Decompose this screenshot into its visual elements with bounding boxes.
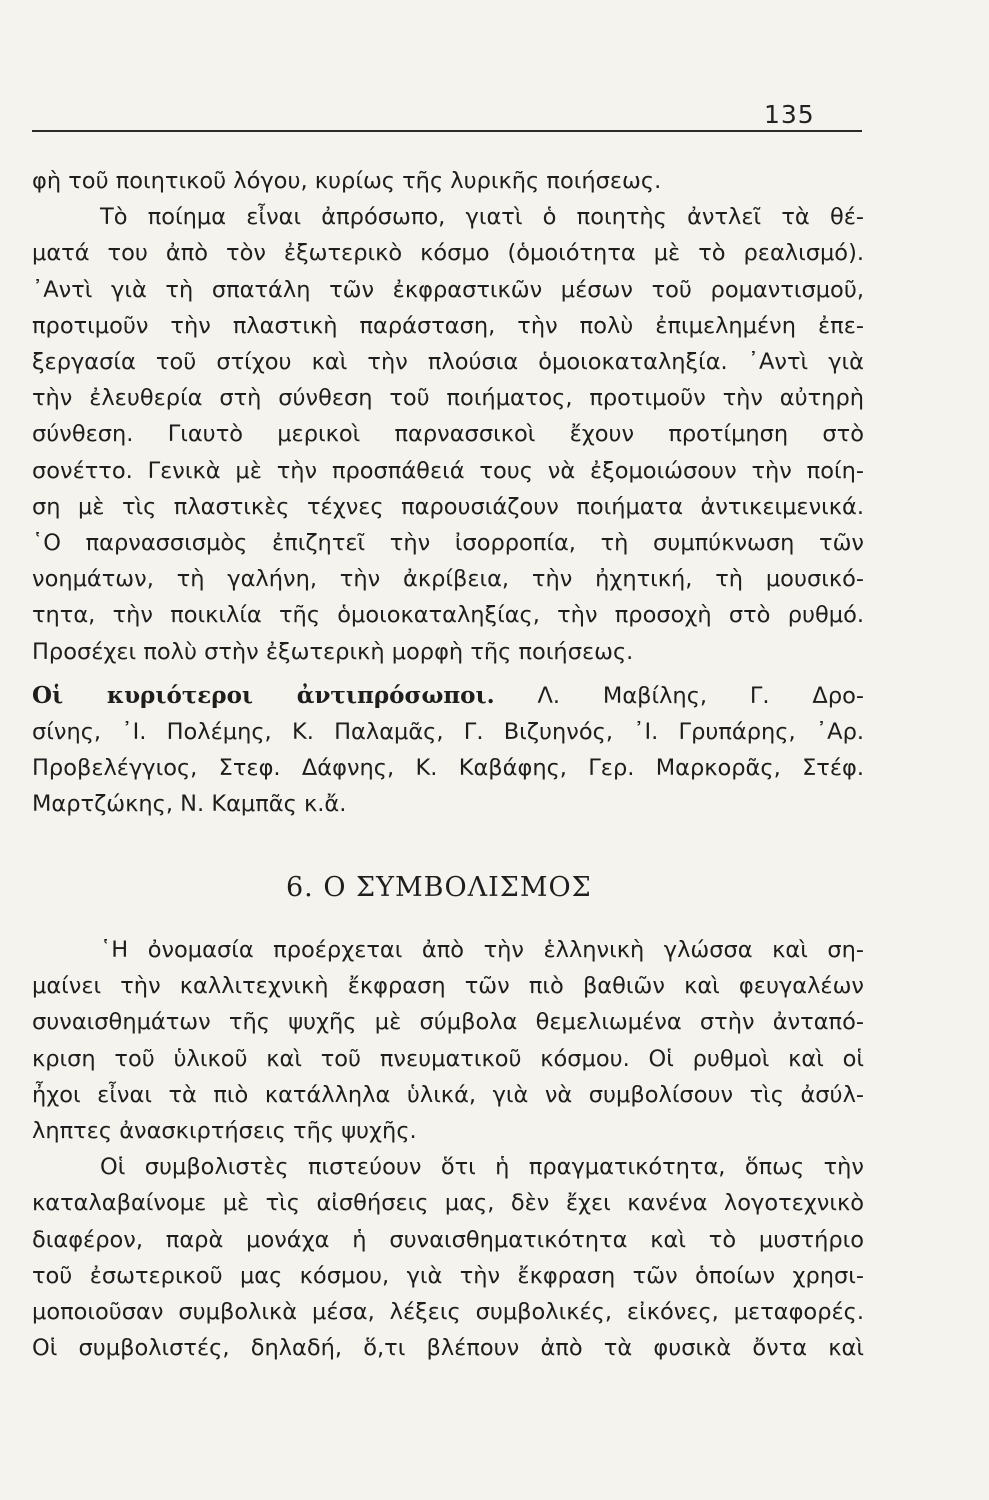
text-line: ξεργασία τοῦ στίχου καὶ τὴν πλούσια ὁμοιοκαταληξία. ᾿Αντὶ γιὰ xyxy=(32,349,864,376)
text-line: Προβελέγγιος, Στεφ. Δάφνης, Κ. Καβάφης, Γερ. Μαρκορᾶς, Στέφ. xyxy=(32,755,864,782)
text-line: Οἱ συμβολιστὲς πιστεύουν ὅτι ἡ πραγματικότητα, ὅπως τὴν xyxy=(100,1154,864,1181)
text-line: Μαρτζώκης, Ν. Καμπᾶς κ.ἄ. xyxy=(32,791,347,818)
text-line: προτιμοῦν τὴν πλαστικὴ παράσταση, τὴν πολὺ ἐπιμελημένη ἐπε- xyxy=(32,312,864,339)
text-line: κριση τοῦ ὑλικοῦ καὶ τοῦ πνευματικοῦ κόσμου. Οἱ ρυθμοὶ καὶ οἱ xyxy=(32,1045,864,1072)
text-line: ματά του ἀπὸ τὸν ἐξωτερικὸ κόσμο (ὁμοιότητα μὲ τὸ ρεαλισμό). xyxy=(32,240,864,267)
text-line: ᾿Αντὶ γιὰ τὴ σπατάλη τῶν ἐκφραστικῶν μέσων τοῦ ρομαντισμοῦ, xyxy=(32,276,864,303)
symbolism-text xyxy=(32,932,864,1366)
text-line: μοποιοῦσαν συμβολικὰ μέσα, λέξεις συμβολικές, εἰκόνες, μεταφορές. xyxy=(32,1299,864,1326)
text-line: ῾Η ὀνομασία προέρχεται ἀπὸ τὴν ἑλληνικὴ γλώσσα καὶ ση- xyxy=(100,937,864,963)
text-line: Προσέχει πολὺ στὴν ἐξωτερικὴ μορφὴ τῆς ποιήσεως. xyxy=(32,638,634,665)
text-line: τὴν ἐλευθερία στὴ σύνθεση τοῦ ποιήματος, προτιμοῦν τὴν αὐτηρὴ xyxy=(32,385,864,412)
text-line: Οἱ συμβολιστές, δηλαδή, ὅ,τι βλέπουν ἀπὸ τὰ φυσικὰ ὄντα καὶ xyxy=(32,1335,864,1362)
text-line: σύνθεση. Γιαυτὸ μερικοὶ παρνασσικοὶ ἔχουν προτίμηση στὸ xyxy=(32,421,864,448)
text-line: Τὸ ποίημα εἶναι ἀπρόσωπο, γιατὶ ὁ ποιητὴς ἀντλεῖ τὰ θέ- xyxy=(100,204,864,231)
text-line: νοημάτων, τὴ γαλήνη, τὴν ἀκρίβεια, τὴν ἠχητική, τὴ μουσικό- xyxy=(32,566,864,593)
text-line: ση μὲ τὶς πλαστικὲς τέχνες παρουσιάζουν ποιήματα ἀντικειμενικά. xyxy=(32,493,864,520)
text-line: τητα, τὴν ποικιλία τῆς ὁμοιοκαταληξίας, τὴν προσοχὴ στὸ ρυθμό. xyxy=(32,602,864,629)
parnassianism-text xyxy=(32,163,864,823)
text-line: συναισθημάτων τῆς ψυχῆς μὲ σύμβολα θεμελιωμένα στὴν ἀνταπό- xyxy=(32,1009,864,1036)
text-line: ἦχοι εἶναι τὰ πιὸ κατάλληλα ὑλικά, γιὰ νὰ συμβολίσουν τὶς ἀσύλ- xyxy=(32,1081,864,1108)
text-line: ῾Ο παρνασσισμὸς ἐπιζητεῖ τὴν ἰσορροπία, τὴ συμπύκνωση τῶν xyxy=(32,530,864,557)
text-line: σίνης, ᾿Ι. Πολέμης, Κ. Παλαμᾶς, Γ. Βιζυηνός, ᾿Ι. Γρυπάρης, ᾿Αρ. xyxy=(32,719,864,746)
text-line: φὴ τοῦ ποιητικοῦ λόγου, κυρίως τῆς λυρικῆς ποιήσεως. xyxy=(32,168,662,194)
text-line: καταλαβαίνομε μὲ τὶς αἰσθήσεις μας, δὲν ἔχει κανένα λογοτεχνικὸ xyxy=(32,1190,864,1217)
page-number: 135 xyxy=(764,100,815,129)
text-line: μαίνει τὴν καλλιτεχνικὴ ἔκφραση τῶν πιὸ βαθιῶν καὶ φευγαλέων xyxy=(32,973,864,1000)
section-title: 6. Ο ΣΥΜΒΟΛΙΣΜΟΣ xyxy=(286,872,592,903)
header-rule xyxy=(32,130,862,132)
representatives-line xyxy=(32,678,864,714)
text-line: διαφέρον, παρὰ μονάχα ἡ συναισθηματικότητα καὶ τὸ μυστήριο xyxy=(32,1226,864,1253)
representatives-heading: Οἱ κυριότεροι ἀντιπρόσωποι. xyxy=(32,681,495,709)
text-line: ληπτες ἀνασκιρτήσεις τῆς ψυχῆς. xyxy=(32,1118,417,1145)
text-line: σονέττο. Γενικὰ μὲ τὴν προσπάθειά τους νὰ ἐξομοιώσουν τὴν ποίη- xyxy=(32,457,864,484)
text-line: τοῦ ἐσωτερικοῦ μας κόσμου, γιὰ τὴν ἔκφραση τῶν ὁποίων χρησι- xyxy=(32,1262,864,1289)
text-line: Λ. Μαβίλης, Γ. Δρο- xyxy=(537,682,864,709)
